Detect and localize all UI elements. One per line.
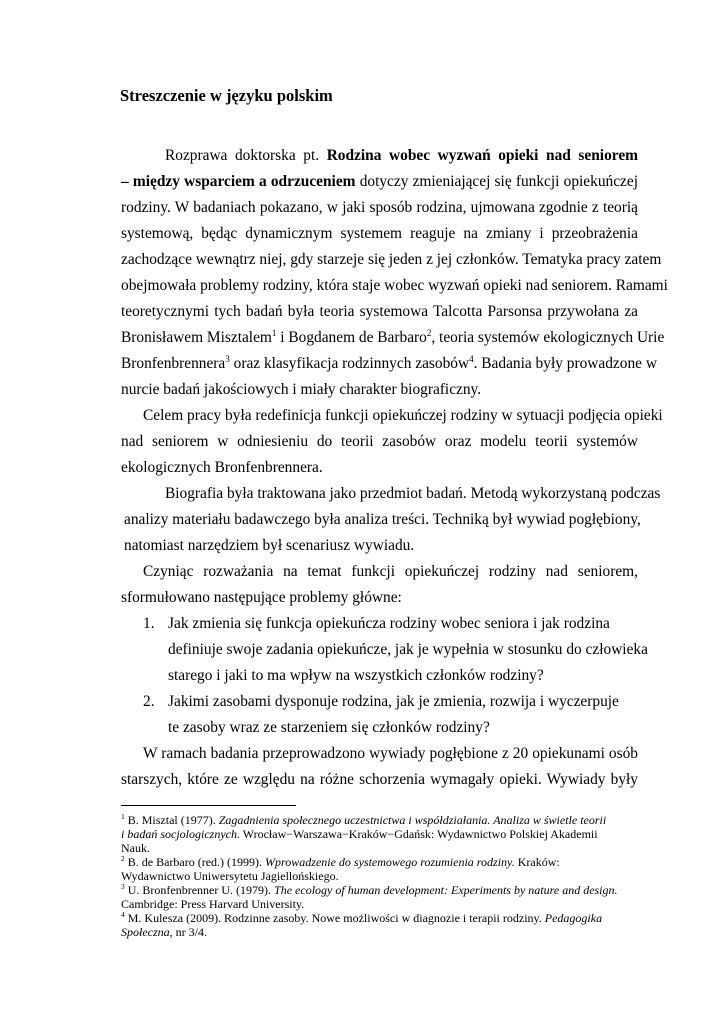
footnote-number: 2 (121, 854, 125, 863)
text: Społeczna (121, 925, 170, 939)
footnote-2-line-2: Wydawnictwo Uniwersytetu Jagiellońskiego. (121, 869, 339, 883)
text: The ecology of human development: Experiments by nature and design. (274, 883, 618, 897)
footnote-ref-4[interactable]: 4 (469, 353, 474, 364)
list-item-2-line-1: Jakimi zasobami dysponuje rodzina, jak je zmienia, rozwija i wyczerpuje (168, 693, 619, 710)
footnote-ref-1[interactable]: 1 (271, 327, 277, 338)
paragraph-3-line-2: analizy materiału badawczego była analiza treści. Techniką był wywiad pogłębiony, (124, 511, 641, 528)
text: Bronisławem Misztalem (121, 329, 272, 346)
text: . Badania były prowadzone w (473, 355, 657, 372)
footnote-ref-3[interactable]: 3 (225, 353, 230, 364)
paragraph-1-line-1 (165, 146, 638, 166)
text: Bronfenbrennera (121, 355, 226, 372)
footnote-2-line-1 (121, 855, 641, 869)
footnote-3-line-2: Cambridge: Press Harvard University. (121, 897, 305, 911)
list-item-1-line-3: starego i jaki to ma wpływ na wszystkich członków rodziny? (168, 667, 544, 684)
list-item-number: 1. (143, 615, 155, 632)
paragraph-2-line-3: ekologicznych Bronfenbrennera. (121, 459, 323, 476)
text: M. Kulesza (2009). Rodzinne zasoby. Nowe możliwości w diagnozie i terapii rodziny. (124, 911, 545, 925)
paragraph-2-line-1: Celem pracy była redefinicja funkcji opiekuńczej rodziny w sytuacji podjęcia opieki (143, 407, 663, 424)
text: i badań socjologicznych. (121, 827, 240, 841)
text: B. Misztal (1977). (124, 813, 219, 827)
text: , nr 3/4. (169, 925, 207, 939)
paragraph-2-line-2: nad seniorem w odniesieniu do teorii zasobów oraz modelu teorii systemów (121, 433, 638, 450)
text: Kraków: (514, 855, 560, 869)
text: Wrocław−Warszawa−Kraków−Gdańsk: Wydawnictwo Polskiej Akademii (239, 827, 598, 841)
footnote-4-line-1 (121, 911, 641, 925)
footnote-separator (121, 805, 296, 806)
list-item-1-line-2: definiuje swoje zadania opiekuńcze, jak je wypełnia w stosunku do człowieka (168, 641, 648, 658)
paragraph-1-line-2 (121, 172, 638, 192)
page-title: Streszczenie w języku polskim (120, 86, 333, 105)
paragraph-1-line-10: nurcie badań jakościowych i miały charakter biograficzny. (121, 381, 482, 398)
paragraph-1-line-9 (121, 353, 657, 374)
paragraph-1-line-6: obejmowała problemy rodziny, która staje wobec wyzwań opieki nad seniorem. Ramami (121, 277, 668, 294)
list-item-number: 2. (143, 693, 155, 710)
text: U. Bronfenbrenner U. (1979). (124, 883, 275, 897)
list-item-1-line-1: Jak zmienia się funkcja opiekuńcza rodziny wobec seniora i jak rodzina (168, 615, 610, 632)
paragraph-5-line-2: starszych, które ze względu na różne schorzenia wymagały opieki. Wywiady były (121, 771, 638, 788)
paragraph-1-line-3: rodziny. W badaniach pokazano, w jaki sposób rodzina, ujmowana zgodnie z teorią (121, 199, 638, 216)
thesis-title: Rodzina wobec wyzwań opieki nad seniorem (326, 147, 638, 164)
paragraph-3-line-3: natomiast narzędziem był scenariusz wywiadu. (124, 537, 415, 554)
paragraph-1-line-7: teoretycznymi tych badań była teoria systemowa Talcotta Parsonsa przywołana za (121, 303, 638, 320)
footnote-3-line-1 (121, 883, 641, 897)
footnote-4-line-2 (121, 925, 641, 939)
footnote-number: 1 (121, 812, 125, 821)
footnote-number: 4 (121, 910, 125, 919)
text: Rozprawa doktorska pt. (165, 147, 320, 164)
footnote-number: 3 (121, 882, 125, 891)
paragraph-5-line-1: W ramach badania przeprowadzono wywiady pogłębione z 20 opiekunami osób (143, 745, 638, 762)
text: Pedagogika (544, 911, 603, 925)
thesis-subtitle: – między wsparciem a odrzuceniem (121, 173, 356, 190)
text: dotyczy zmieniającej się funkcji opiekuńczej (359, 173, 638, 190)
text: Wprowadzenie do systemowego rozumienia rodziny. (265, 855, 515, 869)
footnote-1-line-1 (121, 813, 641, 827)
paragraph-4-line-2: sformułowano następujące problemy główne: (121, 589, 402, 606)
footnote-ref-2[interactable]: 2 (426, 327, 432, 338)
paragraph-1-line-8 (121, 327, 665, 348)
text: i Bogdanem de Barbaro (280, 329, 427, 346)
paragraph-1-line-5: zachodzące wewnątrz niej, gdy starzeje się jeden z jej członków. Tematyka pracy zatem (121, 251, 662, 268)
footnote-1-line-3: Nauk. (121, 841, 150, 855)
footnote-1-line-2 (121, 827, 641, 841)
text: B. de Barbaro (red.) (1999). (124, 855, 266, 869)
paragraph-3-line-1: Biografia była traktowana jako przedmiot badań. Metodą wykorzystaną podczas (165, 485, 661, 502)
text: , teoria systemów ekologicznych Urie (431, 329, 665, 346)
list-item-2-line-2: te zasoby wraz ze starzeniem się członków rodziny? (168, 719, 490, 736)
paragraph-4-line-1: Czyniąc rozważania na temat funkcji opiekuńczej rodziny nad seniorem, (143, 563, 638, 580)
text: oraz klasyfikacja rodzinnych zasobów (233, 355, 470, 372)
text: Zagadnienia społecznego uczestnictwa i współdziałania. Analiza w świetle teorii (218, 813, 607, 827)
paragraph-1-line-4: systemową, będąc dynamicznym systemem reaguje na zmiany i przeobrażenia (121, 225, 638, 242)
